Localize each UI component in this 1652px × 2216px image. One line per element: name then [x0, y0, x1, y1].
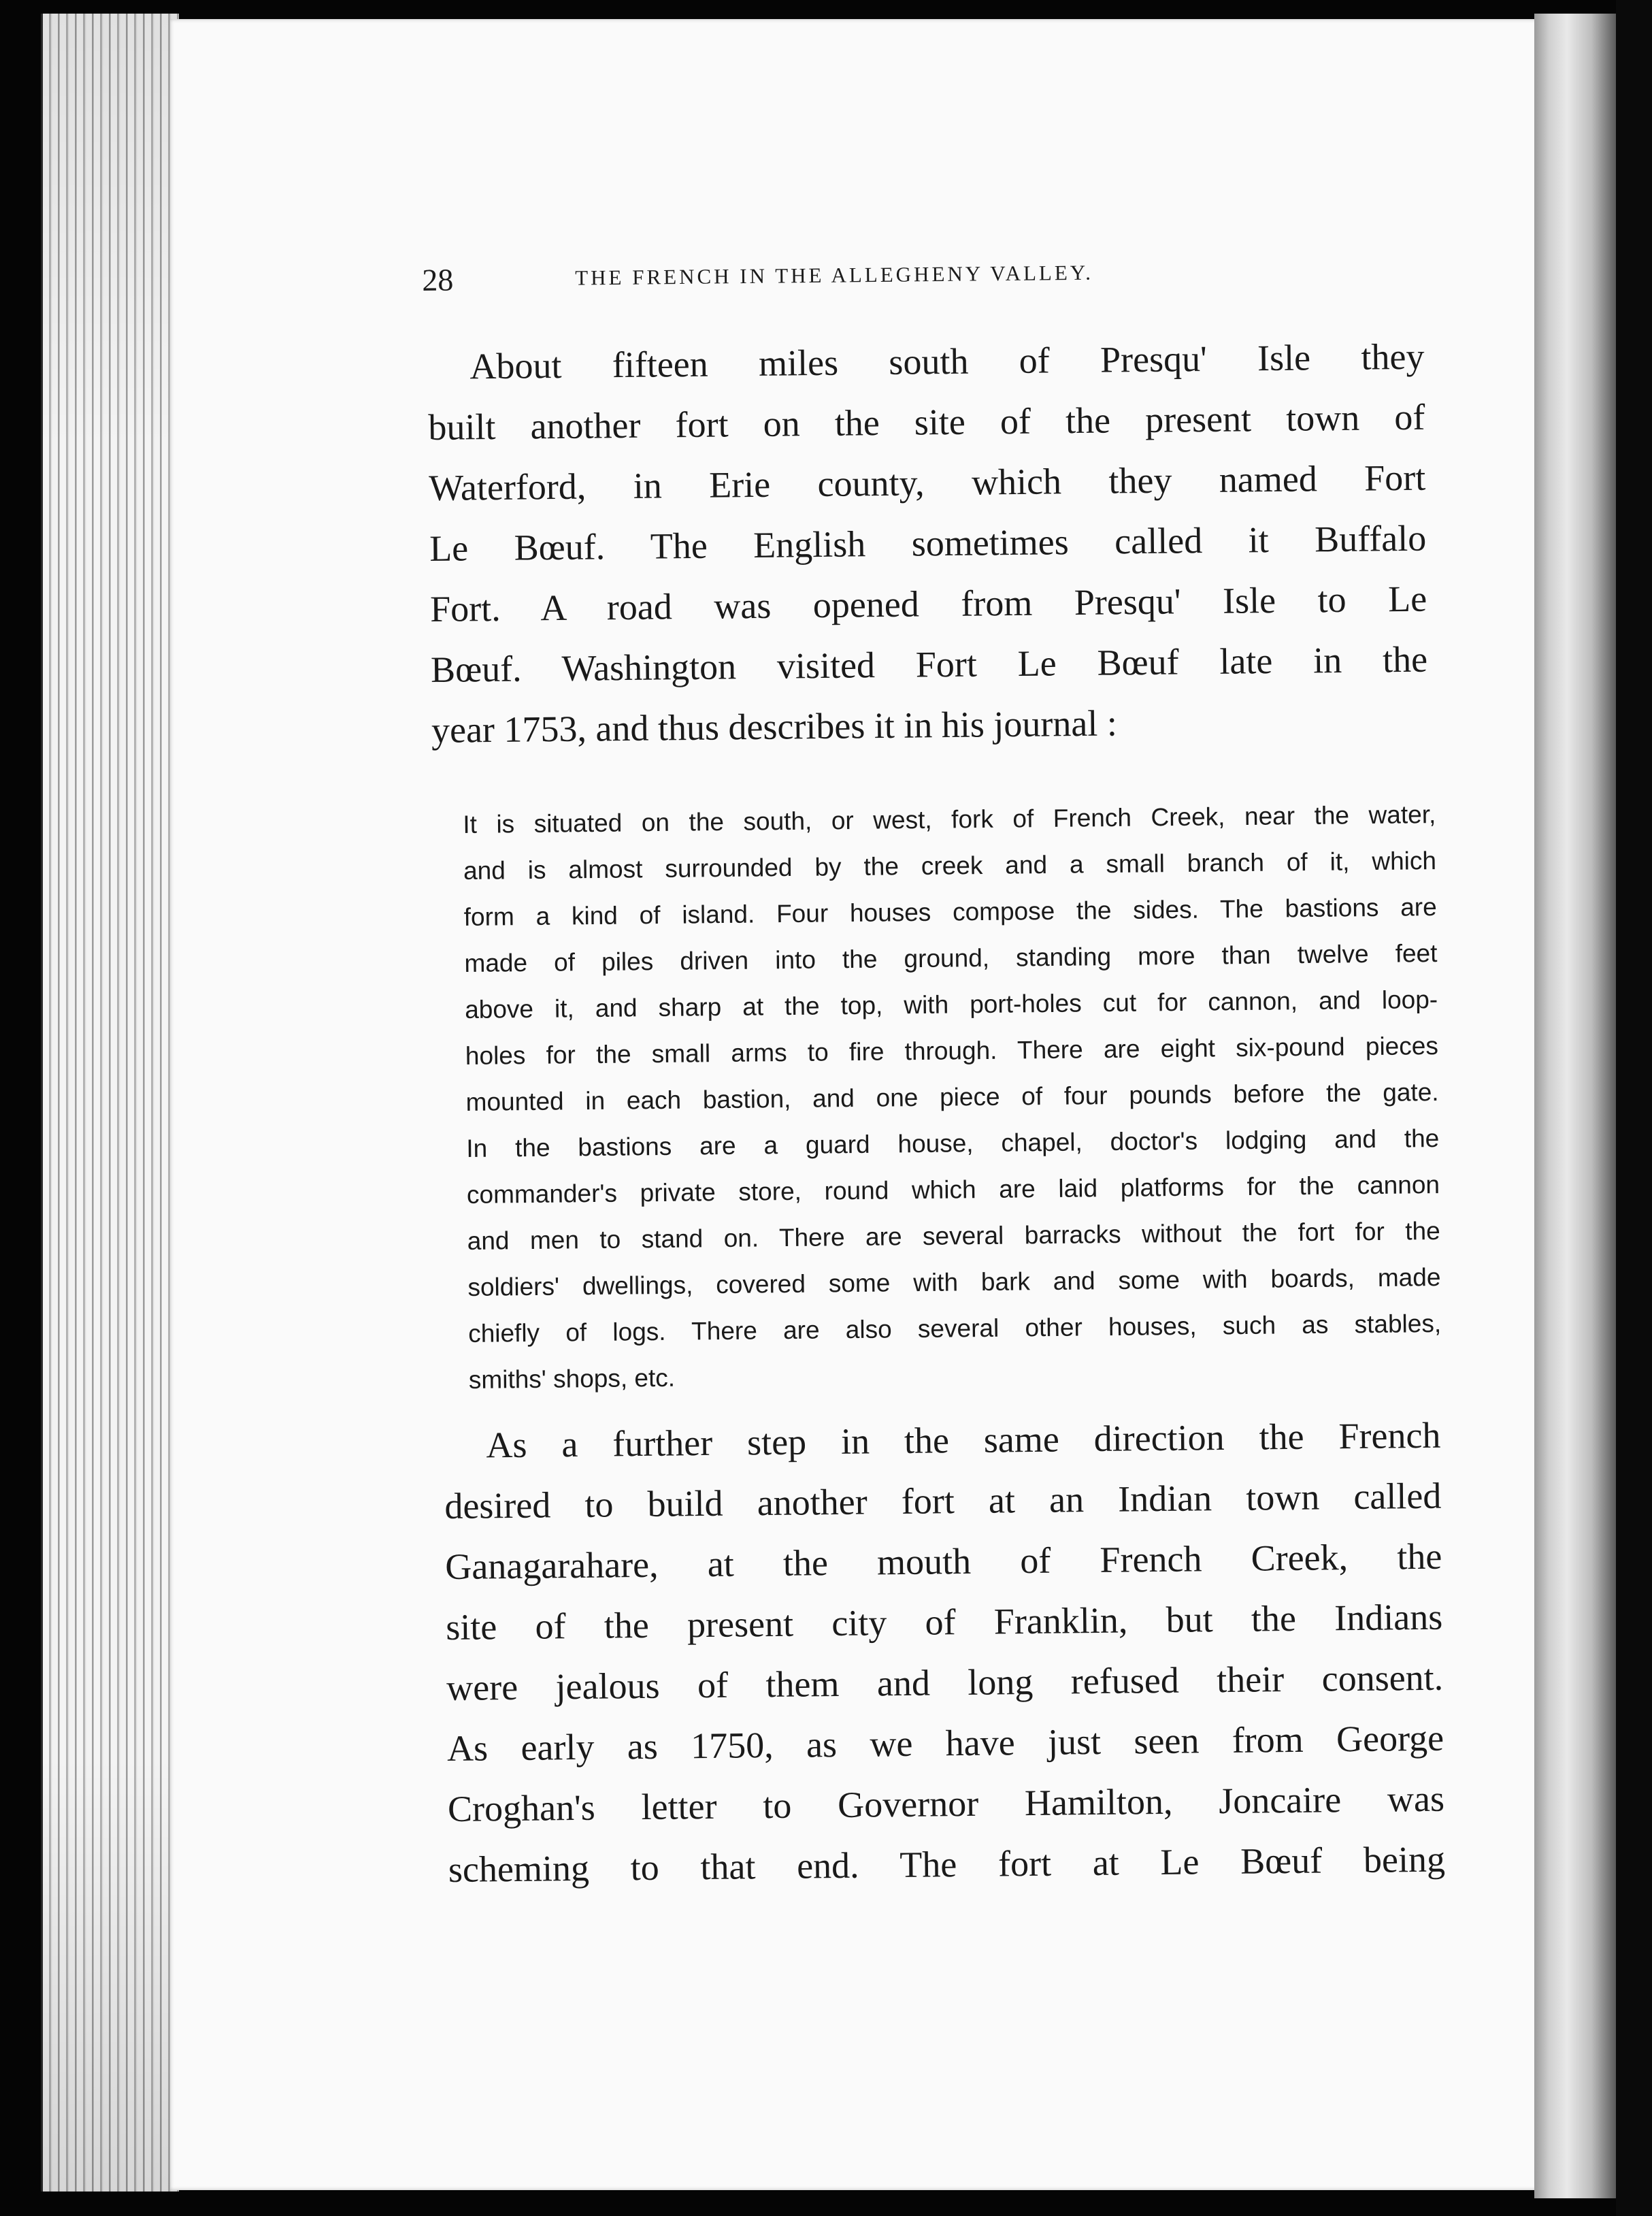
- text-line: Waterford, in Erie county, which they named Fort: [429, 457, 1426, 508]
- text-line: site of the present city of Franklin, but the Indians: [445, 1596, 1443, 1648]
- text-line: As a further step in the same direction the French: [486, 1414, 1441, 1466]
- text-line: were jealous of them and long refused their consent.: [446, 1657, 1444, 1708]
- text-line: Fort. A road was opened from Presqu' Isle to Le: [429, 578, 1427, 630]
- quote-line: soldiers' dwellings, covered some with bark and some with boards, made: [467, 1262, 1441, 1301]
- text-line: Croghan's letter to Governor Hamilton, Joncaire was: [447, 1778, 1445, 1829]
- quote-line: form a kind of island. Four houses compose the sides. The bastions are: [463, 893, 1437, 931]
- quote-line: above it, and sharp at the top, with port-holes cut for cannon, and loop-: [464, 985, 1438, 1024]
- text-line: desired to build another fort at an Indian town called: [444, 1475, 1442, 1527]
- page-number: 28: [422, 262, 454, 297]
- scan-background-right: [1616, 0, 1652, 2216]
- paragraph-1: [427, 327, 1428, 761]
- text-line: year 1753, and thus describes it in his journal :: [431, 702, 1118, 751]
- quote-line: commander's private store, round which are laid platforms for the cannon: [466, 1170, 1440, 1209]
- text-line: As early as 1750, as we have just seen from George: [446, 1717, 1444, 1769]
- quote-line: In the bastions are a guard house, chapel, doctor's lodging and the: [466, 1124, 1440, 1162]
- text-line: Le Bœuf. The English sometimes called it Buffalo: [429, 517, 1427, 569]
- text-line: Bœuf. Washington visited Fort Le Bœuf late in the: [430, 638, 1428, 690]
- quote-line: made of piles driven into the ground, standing more than twelve feet: [464, 939, 1438, 977]
- quote-line: holes for the small arms to fire through. There are eight six-pound pieces: [465, 1032, 1439, 1070]
- text-line: scheming to that end. The fort at Le Bœuf being: [448, 1838, 1446, 1890]
- paragraph-2: [444, 1405, 1445, 1900]
- quote-line: mounted in each bastion, and one piece of four pounds before the gate.: [465, 1078, 1439, 1116]
- quote-line: chiefly of logs. There are also several other houses, such as stables,: [467, 1309, 1442, 1348]
- text-line: About fifteen miles south of Presqu' Isle they: [469, 336, 1425, 387]
- text-line: built another fort on the site of the present town of: [428, 396, 1425, 448]
- text-line: Ganagarahare, at the mouth of French Creek, the: [445, 1535, 1442, 1587]
- quote-line: smiths' shops, etc.: [468, 1363, 676, 1394]
- book-gutter: [1534, 14, 1616, 2198]
- block-quote: [463, 792, 1442, 1403]
- quote-line: and men to stand on. There are several barracks without the fort for the: [467, 1216, 1440, 1255]
- quote-line: It is situated on the south, or west, fork of French Creek, near the water,: [463, 800, 1436, 838]
- page-edges-shade: [41, 14, 177, 2191]
- quote-line: and is almost surrounded by the creek and a small branch of it, which: [463, 847, 1437, 885]
- running-head: THE FRENCH IN THE ALLEGHENY VALLEY.: [575, 260, 1094, 290]
